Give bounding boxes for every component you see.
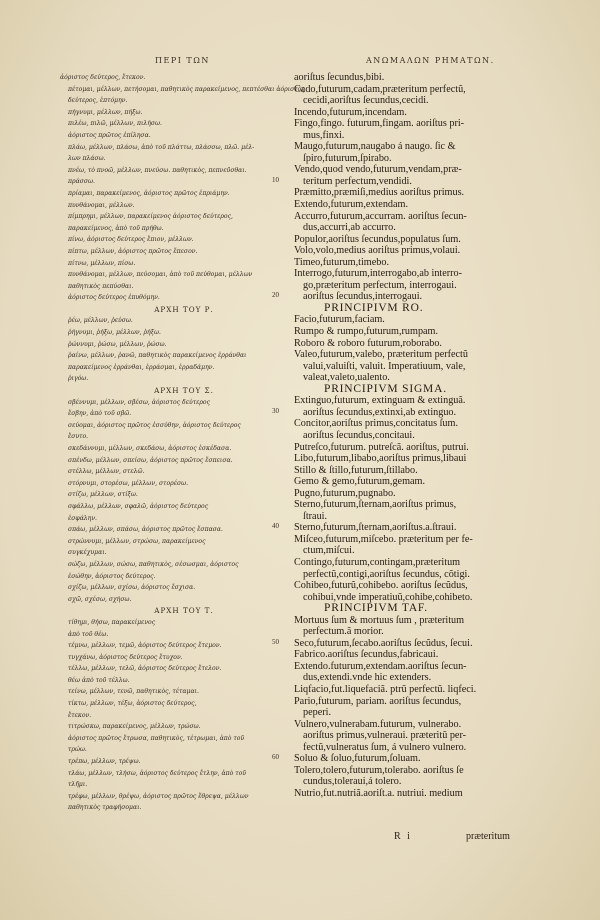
text-line: τλάω, μέλλων, τλήσω, ἀόριστος δεύτερος ἔτλην, ἀπὸ τοῦ (68, 769, 246, 777)
text-line: στόρνυμι, στορέσω, μέλλων, στορέσω. (68, 479, 189, 487)
text-line: aoriſtus ſecundus,interrogaui. (303, 291, 423, 303)
text-line: Concitor,aoriſtus primus,concitatus ſum. (294, 418, 458, 430)
text-line: ῥαίνω, μέλλων, ῥανῶ, παθητικὸς παρακείμενος ἐρράνθαι (68, 352, 247, 360)
text-line: ctum,miſcui. (303, 545, 355, 557)
text-line: teritum perfectum,vendidi. (303, 175, 412, 187)
text-line: ſtraui. (303, 510, 328, 522)
section-heading: PRINCIPIVM RO. (324, 302, 424, 314)
text-line: σφάλλω, μέλλων, σφαλῶ, ἀόριστος δεύτερος (68, 502, 209, 510)
section-heading: PRINCIPIVM SIGMA. (324, 383, 447, 395)
text-line: ἔσβην, ἀπὸ τοῦ σβῶ. (68, 410, 132, 418)
text-line: στρώννυμι, μέλλων, στρώσω, παρακείμενος (68, 537, 206, 545)
text-line: πέτομαι, μέλλων, πετήσομαι, παθητικὸς παρακείμενος, πεπτέσθαι ἀόριστος (68, 85, 305, 93)
text-line: πνέω, τὸ πνοῶ, μέλλων, πνεύσω. παθητικὸς, πεπνεῦσθαι. (68, 166, 247, 174)
text-line: πήγνυμι, μέλλων, πήξω. (68, 108, 143, 116)
text-line: peperi. (303, 707, 332, 719)
text-line: Seco,futurum,ſecabo.aoriſtus ſecũdus, ſecui. (294, 637, 473, 649)
text-line: Putreſco,futurum. putreſcã. aoriſtus, putrui. (294, 441, 469, 453)
text-line: τλῆμι. (68, 781, 88, 789)
text-line: ſpiro,futurum,ſpirabo. (303, 152, 392, 164)
text-line: πίπτω, μέλλων, ἀόριστος πρῶτος ἔπεσον. (68, 247, 198, 255)
text-line: Incendo,futurum,incendam. (294, 106, 407, 118)
text-line: Fabrico.aoriſtus ſecundus,fabricaui. (294, 649, 439, 661)
text-line: ἔτεκον. (68, 711, 92, 719)
text-line: ῥήγνυμι, ῥήξω, μέλλων, ῥήξω. (68, 329, 161, 337)
text-line: Populor,aoriſtus ſecundus,populatus ſum. (294, 233, 461, 245)
signature-mark: R i (394, 831, 412, 842)
text-line: perfectũ,contigi,aoriſtus ſecundus, cõtigi. (303, 568, 470, 580)
text-line: τρέπω, μέλλων, τρέψω. (68, 758, 141, 766)
text-line: τυγχάνω, ἀόριστος δεύτερος ἔτυχον. (68, 653, 183, 661)
text-line: go,præteritum perfectum, interrogaui. (303, 279, 457, 291)
text-line: παρακείμενος ἐρράνθαι, ἐρράσμαι, ἐρραδάμην. (68, 363, 215, 371)
text-line: ἀόριστος δεύτερος, ἔτεκον. (60, 74, 146, 81)
text-line: cohibui,vnde imperatiuũ,cohibe,cohibeto. (303, 591, 473, 603)
text-line: ῥιγόω. (68, 375, 89, 383)
text-line: παρακείμενος, ἀπὸ τοῦ πρήθω. (68, 224, 164, 232)
text-line: Soluo & ſoluo,futurum,ſoluam. (294, 753, 421, 765)
latin-column (294, 72, 544, 799)
text-line: πυνθάνομαι, μέλλων, πεύσομαι, ἀπὸ τοῦ πεύθομαι, μέλλων (68, 271, 253, 279)
text-line: Pugno,futurum,pugnabo. (294, 487, 396, 499)
text-line: Libo,futurum,libabo,aoriſtus primus,libaui (294, 453, 467, 465)
text-line: πίμπρημι, μέλλων, παρακείμενος ἀόριστος δεύτερος, (68, 213, 233, 221)
text-line: Nutrio,fut.nutriã.aoriſt.a. nutriui. medium (294, 787, 463, 799)
text-line: σπένδω, μέλλων, σπείσω, ἀόριστος πρῶτος ἔσπεισα. (68, 456, 233, 464)
text-line: Interrogo,futurum,interrogabo,ab interro- (294, 268, 463, 280)
text-line: ῥώννυμι, ῥώσω, μέλλων, ῥώσω. (68, 340, 167, 348)
text-line: ἀόριστος πρῶτος ἔτρωσα, παθητικὸς, τέτρωμαι, ἀπὸ τοῦ (68, 734, 245, 742)
line-number: 30 (272, 406, 279, 415)
text-line: σώζω, μέλλων, σώσω, παθητικὸς, σέσωσμαι, ἀόριστος (68, 560, 239, 568)
text-line: δεύτερος, ἐπτόμην. (68, 97, 128, 105)
running-head-right: ΑΝΩΜΑΛΩΝ ΡΗΜΑΤΩΝ. (366, 56, 495, 65)
text-line: Stillo & ſtillo,futurum,ſtillabo. (294, 464, 418, 476)
section-heading: PRINCIPIVM TAF. (324, 603, 428, 615)
text-line: Pario,futurum, pariam. aoriſtus ſecundus, (294, 695, 462, 707)
text-line: πρίαμαι, παρακείμενος, ἀόριστος πρῶτος ἐπριάμην. (68, 189, 230, 197)
line-number: 20 (272, 291, 279, 300)
text-line: σβέννυμι, μέλλων, σβέσω, ἀόριστος δεύτερος (68, 398, 211, 406)
text-line: ἐσώθην, ἀόριστος δεύτερος. (68, 572, 156, 580)
text-line: ἀόριστος δεύτερος ἐπυθόμην. (68, 294, 160, 302)
text-line: cecidi,aoriſtus ſecundus,cecidi. (303, 95, 429, 107)
text-line: πράσσω. (68, 178, 95, 186)
text-line: ἀπὸ τοῦ θέω. (68, 630, 109, 638)
line-number: 40 (272, 522, 279, 531)
running-head-left: ΠΕΡΙ ΤΩΝ (155, 56, 210, 65)
section-heading: ΑΡΧΗ ΤΟΥ Ρ. (154, 304, 214, 314)
text-line: Contingo,futurum,contingam,præteritum (294, 556, 461, 568)
text-line: Vendo,quod vendo,futurum,vendam,præ- (294, 164, 462, 176)
text-line: Præmitto,præmiſi,medius aoriſtus primus. (294, 187, 465, 199)
text-line: Accurro,futurum,accurram. aoriſtus ſecun- (294, 210, 467, 222)
text-line: valeat,valeto,ualento. (303, 372, 390, 384)
text-line: Roboro & roboro futurum,roborabo. (294, 337, 442, 349)
text-line: ῥέω, μέλλων, ῥεύσω. (68, 317, 133, 325)
text-line: τιτρώσκω, παρακείμενος, μέλλων, τρώσω. (68, 723, 201, 731)
text-line: aoriſtus primus,vulneraui. præteritũ per- (303, 730, 467, 742)
text-line: ἀόριστος πρῶτος ἐπίλησα. (68, 131, 151, 139)
line-number: 60 (272, 753, 279, 762)
text-line: πιλέω, πιλῶ, μέλλων, πιλήσω. (68, 120, 162, 128)
text-line: Mortuus ſum & mortuus ſum , præteritum (294, 614, 465, 626)
text-line: σχῶ, σχέσω, σχήσω. (68, 595, 132, 603)
text-line: στέλλω, μέλλων, στελῶ. (68, 468, 145, 476)
text-line: πλάω, μέλλων, πλάσω, ἀπὸ τοῦ πλάττω, πλάσσω, πλῶ. μέλ- (68, 143, 255, 151)
text-line: aoriſtus ſecundus,extinxi,ab extinguo. (303, 406, 457, 418)
text-line: Sterno,futurum,ſternam,aoriſtus.a.ſtraui. (294, 522, 457, 534)
text-line: θέω ἀπὸ τοῦ τέλλω. (68, 676, 130, 684)
text-line: τίθημι, θήσω, παρακείμενος (68, 618, 156, 626)
text-line: Maugo,futurum,naugabo á naugo. ſic & (294, 141, 456, 153)
text-line: Rumpo & rumpo,futurum,rumpam. (294, 326, 439, 338)
text-line: Facio,futurum,faciam. (294, 314, 385, 326)
text-line: valui,valuiſti, valuit. Imperatiuum, vale, (303, 360, 466, 372)
text-line: Valeo,futurum,valebo, præteritum perfectũ (294, 349, 468, 361)
text-line: Extendo,futurum,extendam. (294, 199, 409, 211)
text-line: Sterno,futurum,ſternam,aoriſtus primus, (294, 499, 457, 511)
text-line: dus,extendi.vnde hic extenders. (303, 672, 432, 684)
text-line: aoriſtus ſecundus,concitaui. (303, 429, 415, 441)
text-line: ἔσυτο. (68, 433, 89, 441)
text-line: Cado,futurum,cadam,præteritum perfectũ, (294, 83, 466, 95)
text-line: dus,accurri,ab accurro. (303, 222, 396, 234)
text-line: τέμνω, μέλλων, τεμῶ, ἀόριστος δεύτερος ἔτεμον. (68, 642, 222, 650)
text-line: τρώω. (68, 746, 87, 754)
text-line: cundus,toleraui,á tolero. (303, 776, 402, 788)
text-line: πυνθάνομαι, μέλλων. (68, 201, 135, 209)
text-line: παθητικὸς τραφήσομαι. (68, 804, 142, 812)
text-line: σκεδάννυμι, μέλλων, σκεδάσω, ἀόριστος ἐσκέδασα. (68, 445, 232, 452)
text-line: παθητικὸς πεπύσθαι. (68, 282, 134, 290)
text-line: ἐσφάλην. (68, 514, 97, 522)
text-line: Miſceo,futurum,miſcebo. præteritum per fe- (294, 533, 473, 545)
text-line: Fingo,fingo. futurum,fingam. aoriſtus pri- (294, 118, 465, 130)
text-line: Liqfacio,fut.liquefaciã. ptrũ perfectũ. liqfeci. (294, 683, 477, 695)
text-line: Timeo,futurum,timebo. (294, 256, 389, 268)
text-line: Vulnero,vulnerabam.futurum, vulnerabo. (294, 718, 462, 730)
text-line: τέλλω, μέλλων, τελῶ, ἀόριστος δεύτερος ἔτελον. (68, 665, 222, 673)
text-line: Cohibeo,futurũ,cohibebo. aoriſtus ſecũdus, (294, 580, 468, 592)
text-line: πίτνω, μέλλων, πίσω. (68, 259, 136, 267)
text-line: fectũ,vulneratus ſum, á vulnero vulnero. (303, 741, 467, 753)
text-line: aoriſtus ſecundus,bibi. (294, 72, 385, 83)
text-line: perfectum.ã morior. (303, 626, 384, 638)
section-heading: ΑΡΧΗ ΤΟΥ Τ. (154, 606, 214, 616)
section-heading: ΑΡΧΗ ΤΟΥ Σ. (154, 386, 214, 396)
text-line: Tolero,tolero,futurum,tolerabo. aoriſtus ſe (294, 764, 464, 776)
text-line: Volo,volo,medius aoriſtus primus,volaui. (294, 245, 461, 257)
text-line: Extinguo,futurum, extinguam & extinguã. (294, 395, 466, 407)
text-line: τίκτω, μέλλων, τέξω, ἀόριστος δεύτερος, (68, 700, 197, 708)
text-line: σπάω, μέλλων, σπάσω, ἀόριστος πρῶτος ἔσπασα. (68, 526, 223, 534)
text-line: τείνω, μέλλων, τενῶ, παθητικὸς, τέταμαι. (68, 688, 199, 696)
text-line: συγκέχυμαι. (68, 549, 107, 557)
text-line: σεύομαι, ἀόριστος πρῶτος ἐσσύθην, ἀόριστος δεύτερος (68, 421, 241, 429)
line-number: 50 (272, 637, 279, 646)
text-line: πίνω, ἀόριστος δεύτερος ἔπιον, μέλλων. (68, 236, 194, 244)
text-line: στίζω, μέλλων, στίξω. (68, 491, 138, 499)
greek-column (60, 72, 308, 814)
text-line: Gemo & gemo,futurum,gemam. (294, 476, 425, 488)
line-number: 10 (272, 175, 279, 184)
catchword: præteritum (466, 831, 510, 842)
text-line: Extendo.futurum,extendam.aoriſtus ſecun- (294, 660, 467, 672)
text-line: τρέφω, μέλλων, θρέψω, ἀόριστος πρῶτος ἔθρεψα, μέλλων (68, 792, 249, 800)
text-line: σχίζω, μέλλων, σχίσω, ἀόριστος ἔσχισα. (68, 584, 196, 592)
text-line: λων πλάσω. (68, 155, 106, 163)
text-line: mus,finxi. (303, 129, 345, 141)
